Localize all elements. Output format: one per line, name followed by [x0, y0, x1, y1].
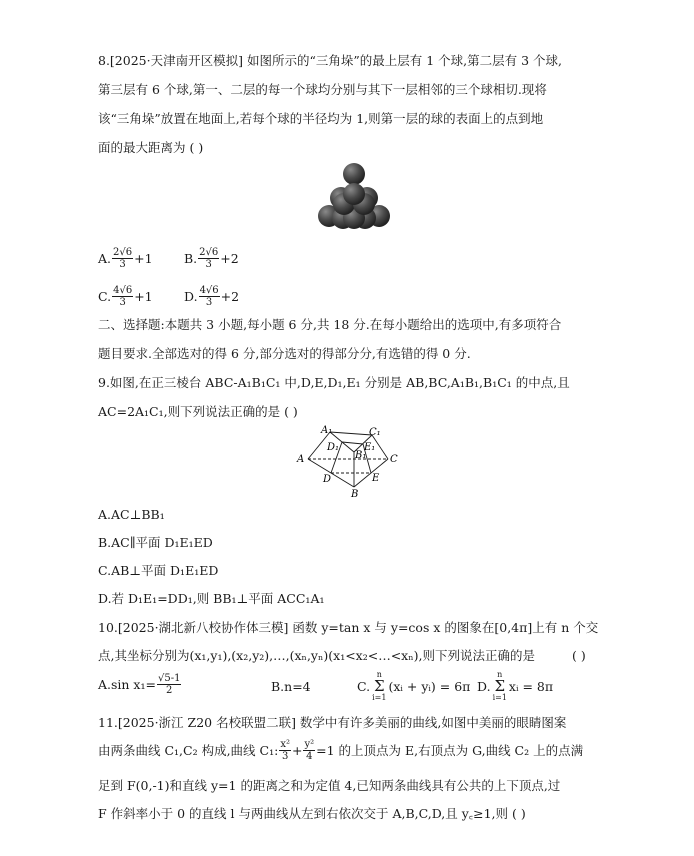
section2-line-1: 二、选择题:本题共 3 小题,每小题 6 分,共 18 分.在每小题给出的选项中,有多项符合 [98, 317, 562, 332]
q8-line-3: 该“三角垛”放置在地面上,若每个球的半径均为 1,则第一层的球的表面上的点到地 [98, 111, 544, 126]
q11-line-4: F 作斜率小于 0 的直线 l 与两曲线从左到右依次交于 A,B,C,D,且 y꜀≥1,则 ( ) [98, 806, 526, 821]
q8-line-2: 第三层有 6 个球,第一、二层的每一个球均分别与其下一层相邻的三个球相切.现将 [98, 82, 547, 97]
q10-paren: ( ) [572, 648, 586, 663]
q8-line-4: 面的最大距离为 ( ) [98, 140, 204, 155]
q11-line-1: 11.[2025·浙江 Z20 名校联盟二联] 数学中有许多美丽的曲线,如图中美丽的眼睛图案 [98, 715, 567, 730]
sphere-top [343, 163, 365, 185]
q8-option-d: D. $\frac{4√6}{3}$ +2 [184, 285, 240, 308]
label-c: C [390, 454, 398, 465]
sphere-middle-back [343, 183, 365, 205]
frustum-figure [294, 425, 406, 503]
section2-line-2: 题目要求.全部选对的得 6 分,部分选对的得部分分,有选错的得 0 分. [98, 346, 471, 361]
q9-option-c: C.AB⊥平面 D₁E₁ED [98, 563, 219, 578]
q8-line-1: 8.[2025·天津南开区模拟] 如图所示的“三角垛”的最上层有 1 个球,第二层有 3 个球, [98, 53, 562, 68]
sphere-stack-figure [318, 160, 390, 236]
q10-option-d: D. n Σ i=1 xᵢ = 8π [477, 670, 554, 702]
q8-option-b: B. $\frac{2√6}{3}$ +2 [184, 247, 239, 270]
label-b1: B₁ [355, 450, 367, 461]
q9-line-1: 9.如图,在正三棱台 ABC-A₁B₁C₁ 中,D,E,D₁,E₁ 分别是 AB,BC,A₁B₁,B₁C₁ 的中点,且 [98, 375, 570, 390]
label-a1: A₁ [321, 425, 333, 436]
q11-line-3: 足到 F(0,-1)和直线 y=1 的距离之和为定值 4,已知两条曲线具有公共的上下顶点,过 [98, 778, 561, 793]
q10-line-2: 点,其坐标分别为(x₁,y₁),(x₂,y₂),…,(xₙ,yₙ)(x₁<x₂<…<xₙ),则下列说法正确的是 [98, 648, 535, 663]
q8-option-c: C. $\frac{4√6}{3}$ +1 [98, 285, 153, 308]
q10-line-1: 10.[2025·湖北新八校协作体三模] 函数 y=tan x 与 y=cos x 的图象在[0,4π]上有 n 个交 [98, 620, 599, 635]
edge-d1e1 [342, 442, 363, 444]
label-a: A [297, 454, 305, 465]
q10-option-b: B.n=4 [271, 679, 311, 694]
label-d1: D₁ [327, 442, 340, 453]
label-e: E [372, 473, 380, 484]
q9-option-a: A.AC⊥BB₁ [98, 507, 165, 522]
q8-option-a: A. $\frac{2√6}{3}$ +1 [98, 247, 153, 270]
label-b: B [351, 489, 359, 499]
q9-option-d: D.若 D₁E₁=DD₁,则 BB₁⊥平面 ACC₁A₁ [98, 591, 325, 606]
label-d: D [323, 474, 332, 485]
q11-line-2: 由两条曲线 C₁,C₂ 构成,曲线 C₁: $\frac{\text{x²}}{3}$ + $\frac{\text{y²}}{4}$ =1 的上顶点为 E,右顶点为 G,曲线 C₂ 上的点满 [98, 739, 584, 762]
q10-option-a: A.sin x₁= $\frac{√5-1}{2}$ [98, 673, 181, 696]
label-c1: C₁ [369, 427, 381, 438]
q9-option-b: B.AC∥平面 D₁E₁ED [98, 535, 213, 550]
edge-a1c1 [330, 432, 372, 435]
q9-line-2: AC=2A₁C₁,则下列说法正确的是 ( ) [98, 404, 298, 419]
q10-option-c: C. n Σ i=1 (xᵢ + yᵢ) = 6π [357, 670, 471, 702]
label-e1: E₁ [364, 442, 376, 453]
